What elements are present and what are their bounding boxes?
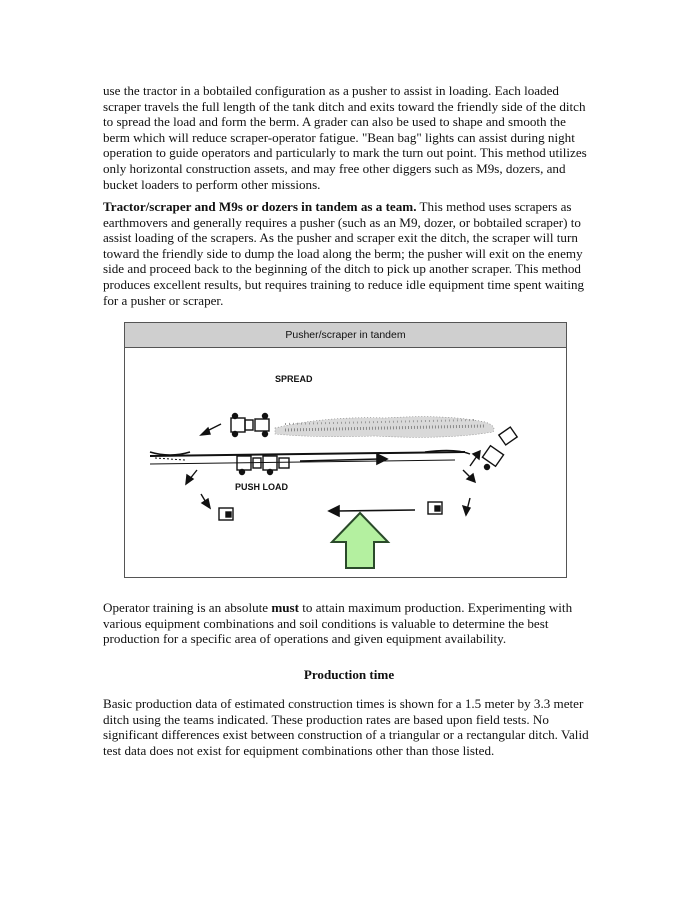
- arrow-push-load-icon: [300, 454, 387, 464]
- arrow-turn-out-icon: [463, 451, 480, 515]
- arrow-spread-return-icon: [201, 424, 221, 435]
- paragraph-bobtailed-tractor: use the tractor in a bobtailed configuration as a pusher to assist in loading. Each loaded scraper travels the full length of the tank ditch and exits toward the friendly side of the ditch to spread the load and form the berm. A grader can also be used to shape and smooth the berm which will reduce scraper-operator fatigue. "Bean bag" lights can assist during night operation to guide operators and particularly to mark the turn out point. This method utilizes only horizontal construction assets, and may free other diggers such as M9s, dozers, and bucket loaders to perform other missions.: [103, 83, 587, 192]
- arrow-left-descent-icon: [186, 470, 210, 508]
- spread-berm: [275, 417, 494, 438]
- scraper-turning-out-icon: [482, 427, 517, 469]
- pusher-returning-icon: [428, 502, 442, 514]
- tank-ditch: [150, 450, 470, 464]
- paragraph-production-data: Basic production data of estimated construction times is shown for a 1.5 meter by 3.3 meter ditch using the teams indicated. These production rates are based upon field tests. No significant differences exist between construction of a triangular or a rectangular ditch. Valid test data does not exist for equipment combinations other than those listed.: [103, 696, 589, 758]
- pusher-waiting-icon: [219, 508, 233, 520]
- figure-diagram: [125, 348, 566, 577]
- arrow-pusher-return-icon: [329, 506, 415, 516]
- heading-production-time: Production time: [303, 667, 395, 682]
- figure-pusher-scraper-tandem: [124, 322, 567, 578]
- push-load-label: PUSH LOAD: [235, 482, 289, 492]
- operator-training-before: Operator training is an absolute: [103, 600, 272, 615]
- spread-label: SPREAD: [275, 374, 313, 384]
- tandem-method-body: This method uses scrapers as earthmovers and generally requires a pusher (such as an M9, dozer, or bobtailed scraper) to assist loading of the scrapers. As the pusher and scraper exit the ditch, the scraper will turn toward the friendly side to dump the load along the berm; the pusher will exit on the enemy side and proceed back to the beginning of the ditch to pick up another scraper. This method produces excellent results, but requires training to reduce idle equipment time spent waiting for a pusher or scraper.: [103, 199, 585, 308]
- paragraph-operator-training: [103, 600, 595, 647]
- tandem-method-lead: Tractor/scraper and M9s or dozers in tandem as a team.: [103, 199, 417, 214]
- operator-training-emphasis: must: [271, 600, 300, 615]
- operator-training-after: to attain maximum production. Experimenting with various equipment combinations and soil conditions is valuable to determine the best production for a specific area of operations and given equipment availability.: [103, 600, 573, 647]
- figure-title: Pusher/scraper in tandem: [125, 323, 566, 348]
- friendly-direction-arrow-icon: [332, 513, 388, 568]
- paragraph-tandem-method: [103, 199, 595, 308]
- scraper-pusher-in-ditch-icon: [237, 456, 289, 475]
- scraper-spreading-icon: [231, 414, 269, 437]
